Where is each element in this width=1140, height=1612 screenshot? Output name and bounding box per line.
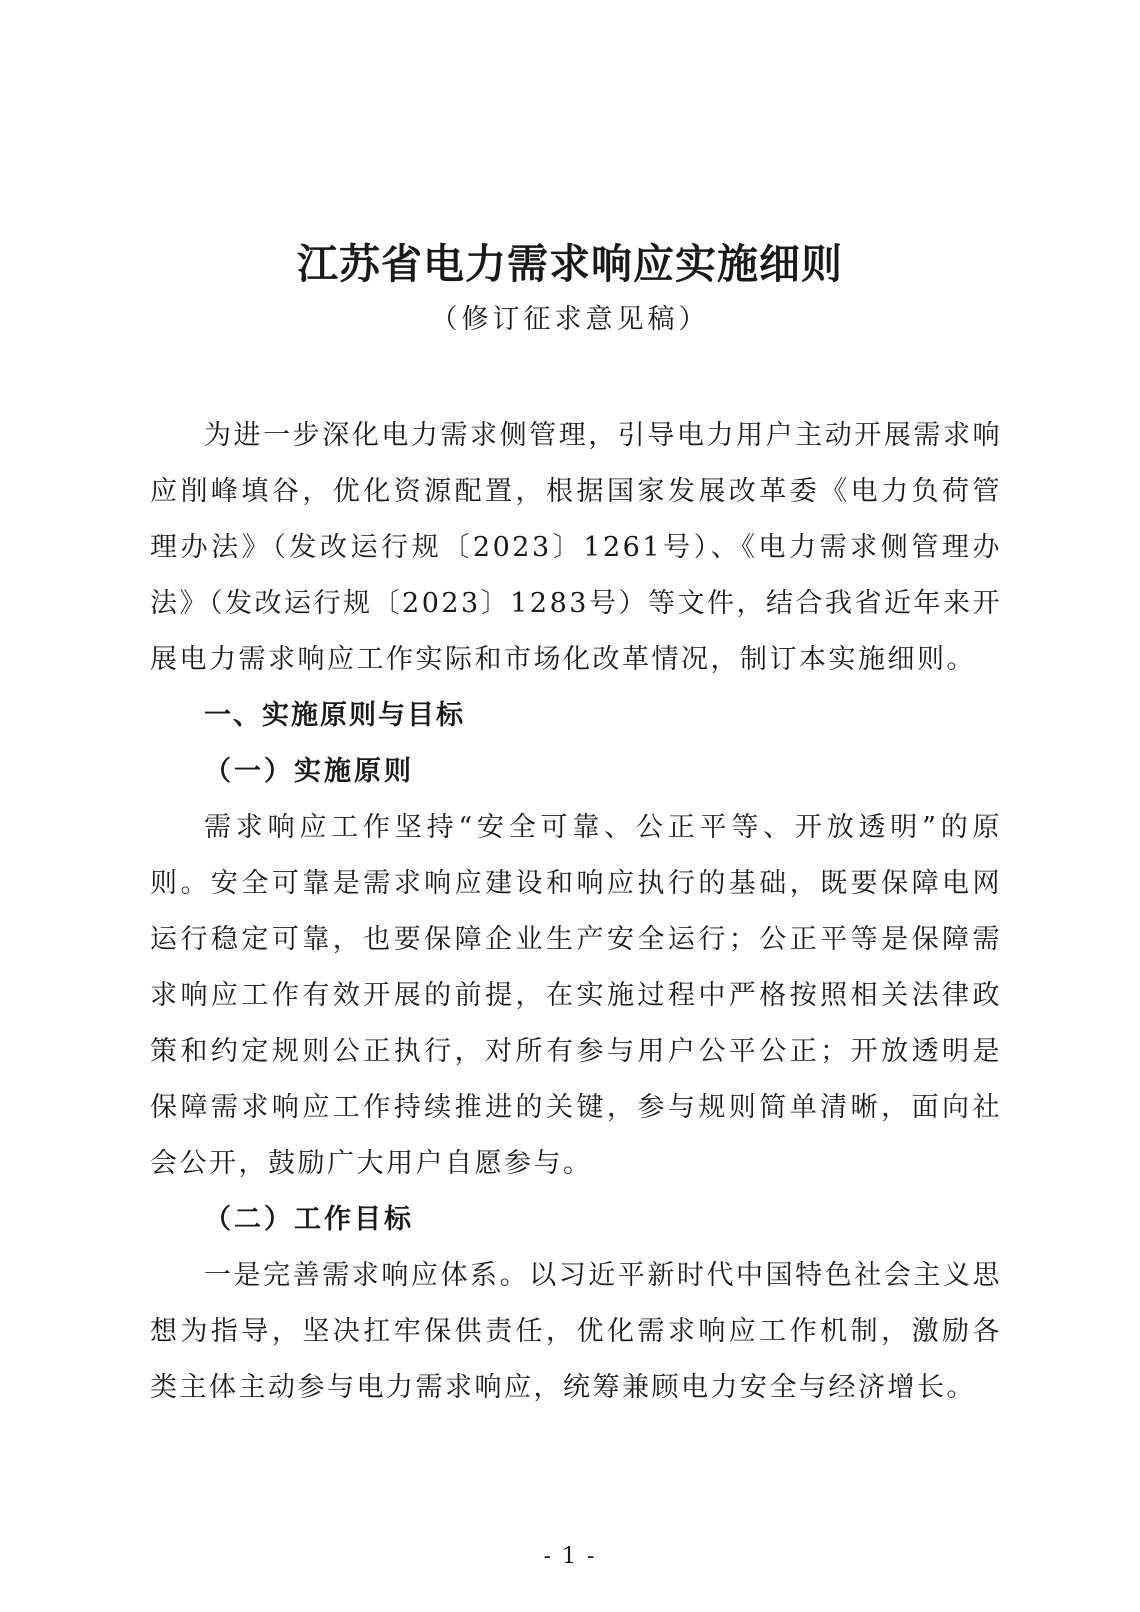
document-title: 江苏省电力需求响应实施细则 [297,240,843,288]
subsection-heading-principles: （一）实施原则 [204,756,414,787]
principles-paragraph: 需求响应工作坚持“安全可靠、公正平等、开放透明”的原则。安全可靠是需求响应建设和响应执行的基础，既要保障电网运行稳定可靠，也要保障企业生产安全运行；公正平等是保障需求响应工作有效开展的前提，在实施过程中严格按照相关法律政策和约定规则公正执行，对所有参与用户公平公正；开放透明是保障需求响应工作持续推进的关键，参与规则简单清晰，面向社会公开，鼓励广大用户自愿参与。 [150,812,1002,1179]
section-heading-principles-goals: 一、实施原则与目标 [204,700,465,731]
document-body [150,408,1002,1416]
intro-paragraph: 为进一步深化电力需求侧管理，引导电力用户主动开展需求响应削峰填谷，优化资源配置，根据国家发展改革委《电力负荷管理办法》（发改运行规〔2023〕1261号）、《电力需求侧管理办法》（发改运行规〔2023〕1283号）等文件，结合我省近年来开展电力需求响应工作实际和市场化改革情况，制订本实施细则。 [150,420,1002,675]
goals-paragraph: 一是完善需求响应体系。以习近平新时代中国特色社会主义思想为指导，坚决扛牢保供责任，优化需求响应工作机制，激励各类主体主动参与电力需求响应，统筹兼顾电力安全与经济增长。 [150,1260,1002,1403]
page-number: - 1 - [543,1544,597,1569]
document-subtitle: （修订征求意见稿） [430,304,710,335]
subsection-heading-goals: （二）工作目标 [204,1204,414,1235]
